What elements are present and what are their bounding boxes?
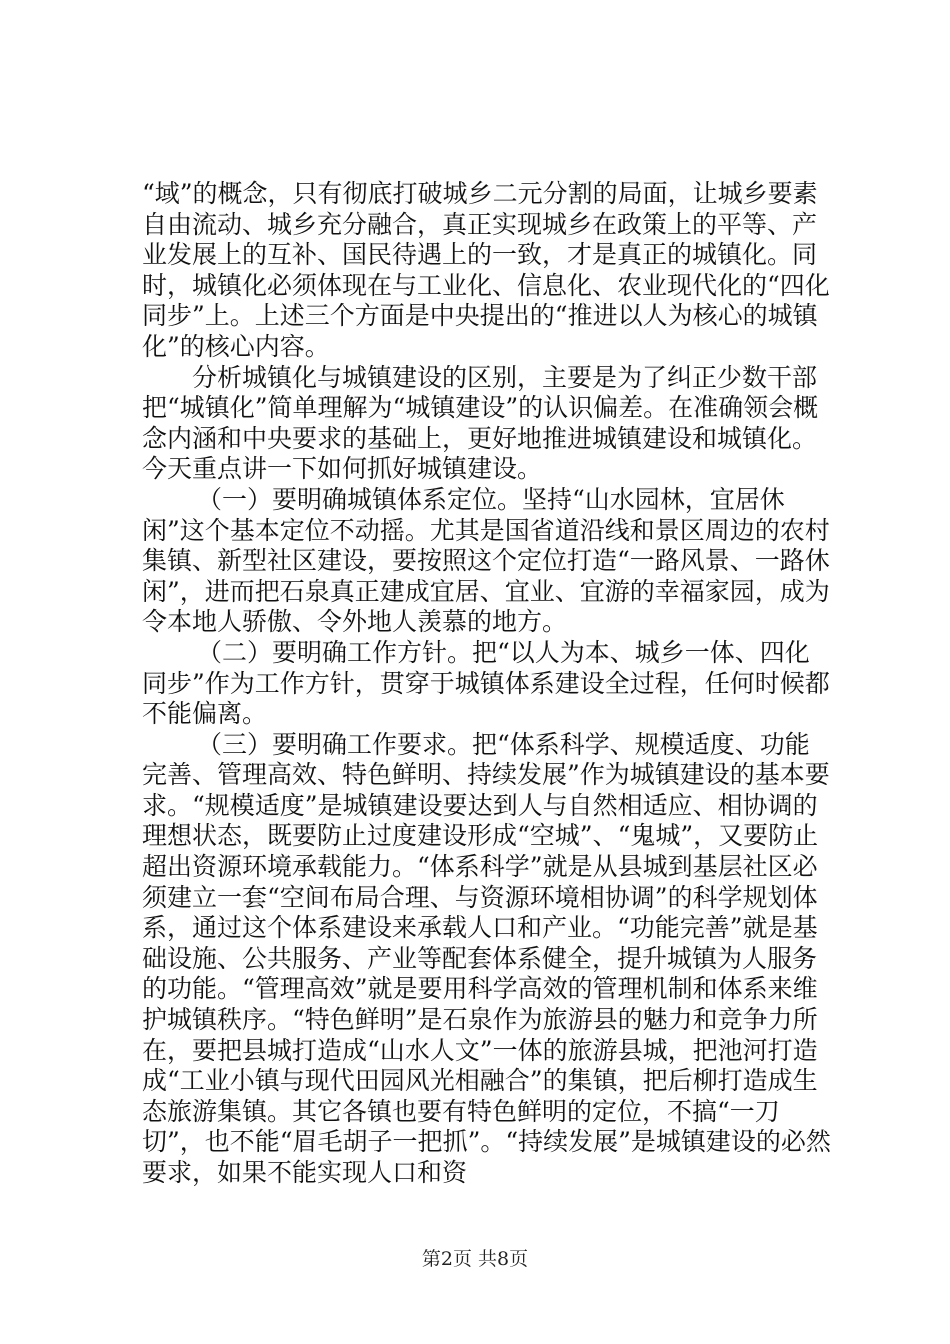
paragraph-section-2: （二）要明确工作方针。把“以人为本、城乡一体、四化同步”作为工作方针，贯穿于城镇体系建设全过程，任何时候都不能偏离。 [142,637,830,729]
paragraph-analysis: 分析城镇化与城镇建设的区别，主要是为了纠正少数干部把“城镇化”简单理解为“城镇建设”的认识偏差。在准确领会概念内涵和中央要求的基础上，更好地推进城镇建设和城镇化。今天重点讲一下如何抓好城镇建设。 [142,362,819,484]
paragraph-section-1: （一）要明确城镇体系定位。坚持“山水园林，宜居休闲”这个基本定位不动摇。尤其是国省道沿线和景区周边的农村集镇、新型社区建设，要按照这个定位打造“一路风景、一路休闲”，进而把石泉真正建成宜居、宜业、宜游的幸福家园，成为令本地人骄傲、令外地人羡慕的地方。 [142,484,830,637]
paragraph-continued: “域”的概念，只有彻底打破城乡二元分割的局面，让城乡要素自由流动、城乡充分融合，真正实现城乡在政策上的平等、产业发展上的互补、国民待遇上的一致，才是真正的城镇化。同时，城镇化必须体现在与工业化、信息化、农业现代化的“四化同步”上。上述三个方面是中央提出的“推进以人为核心的城镇化”的核心内容。 [142,179,830,361]
paragraph-section-3: （三）要明确工作要求。把“体系科学、规模适度、功能完善、管理高效、特色鲜明、持续发展”作为城镇建设的基本要求。“规模适度”是城镇建设要达到人与自然相适应、相协调的理想状态，既要防止过度建设形成“空城”、“鬼城”，又要防止超出资源环境承载能力。“体系科学”就是从县城到基层社区必须建立一套“空间布局合理、与资源环境相协调”的科学规划体系，通过这个体系建设来承载人口和产业。“功能完善”就是基础设施、公共服务、产业等配套体系健全，提升城镇为人服务的功能。“管理高效”就是要用科学高效的管理机制和体系来维护城镇秩序。“特色鲜明”是石泉作为旅游县的魅力和竞争力所在，要把县城打造成“山水人文”一体的旅游县城，把池河打造成“工业小镇与现代田园风光相融合”的集镇，把后柳打造成生态旅游集镇。其它各镇也要有特色鲜明的定位，不搞“一刀切”，也不能“眉毛胡子一把抓”。“持续发展”是城镇建设的必然要求，如果不能实现人口和资 [142,729,831,1187]
page-number-footer: 第2页 共8页 [421,1248,529,1270]
document-body [142,179,832,1189]
